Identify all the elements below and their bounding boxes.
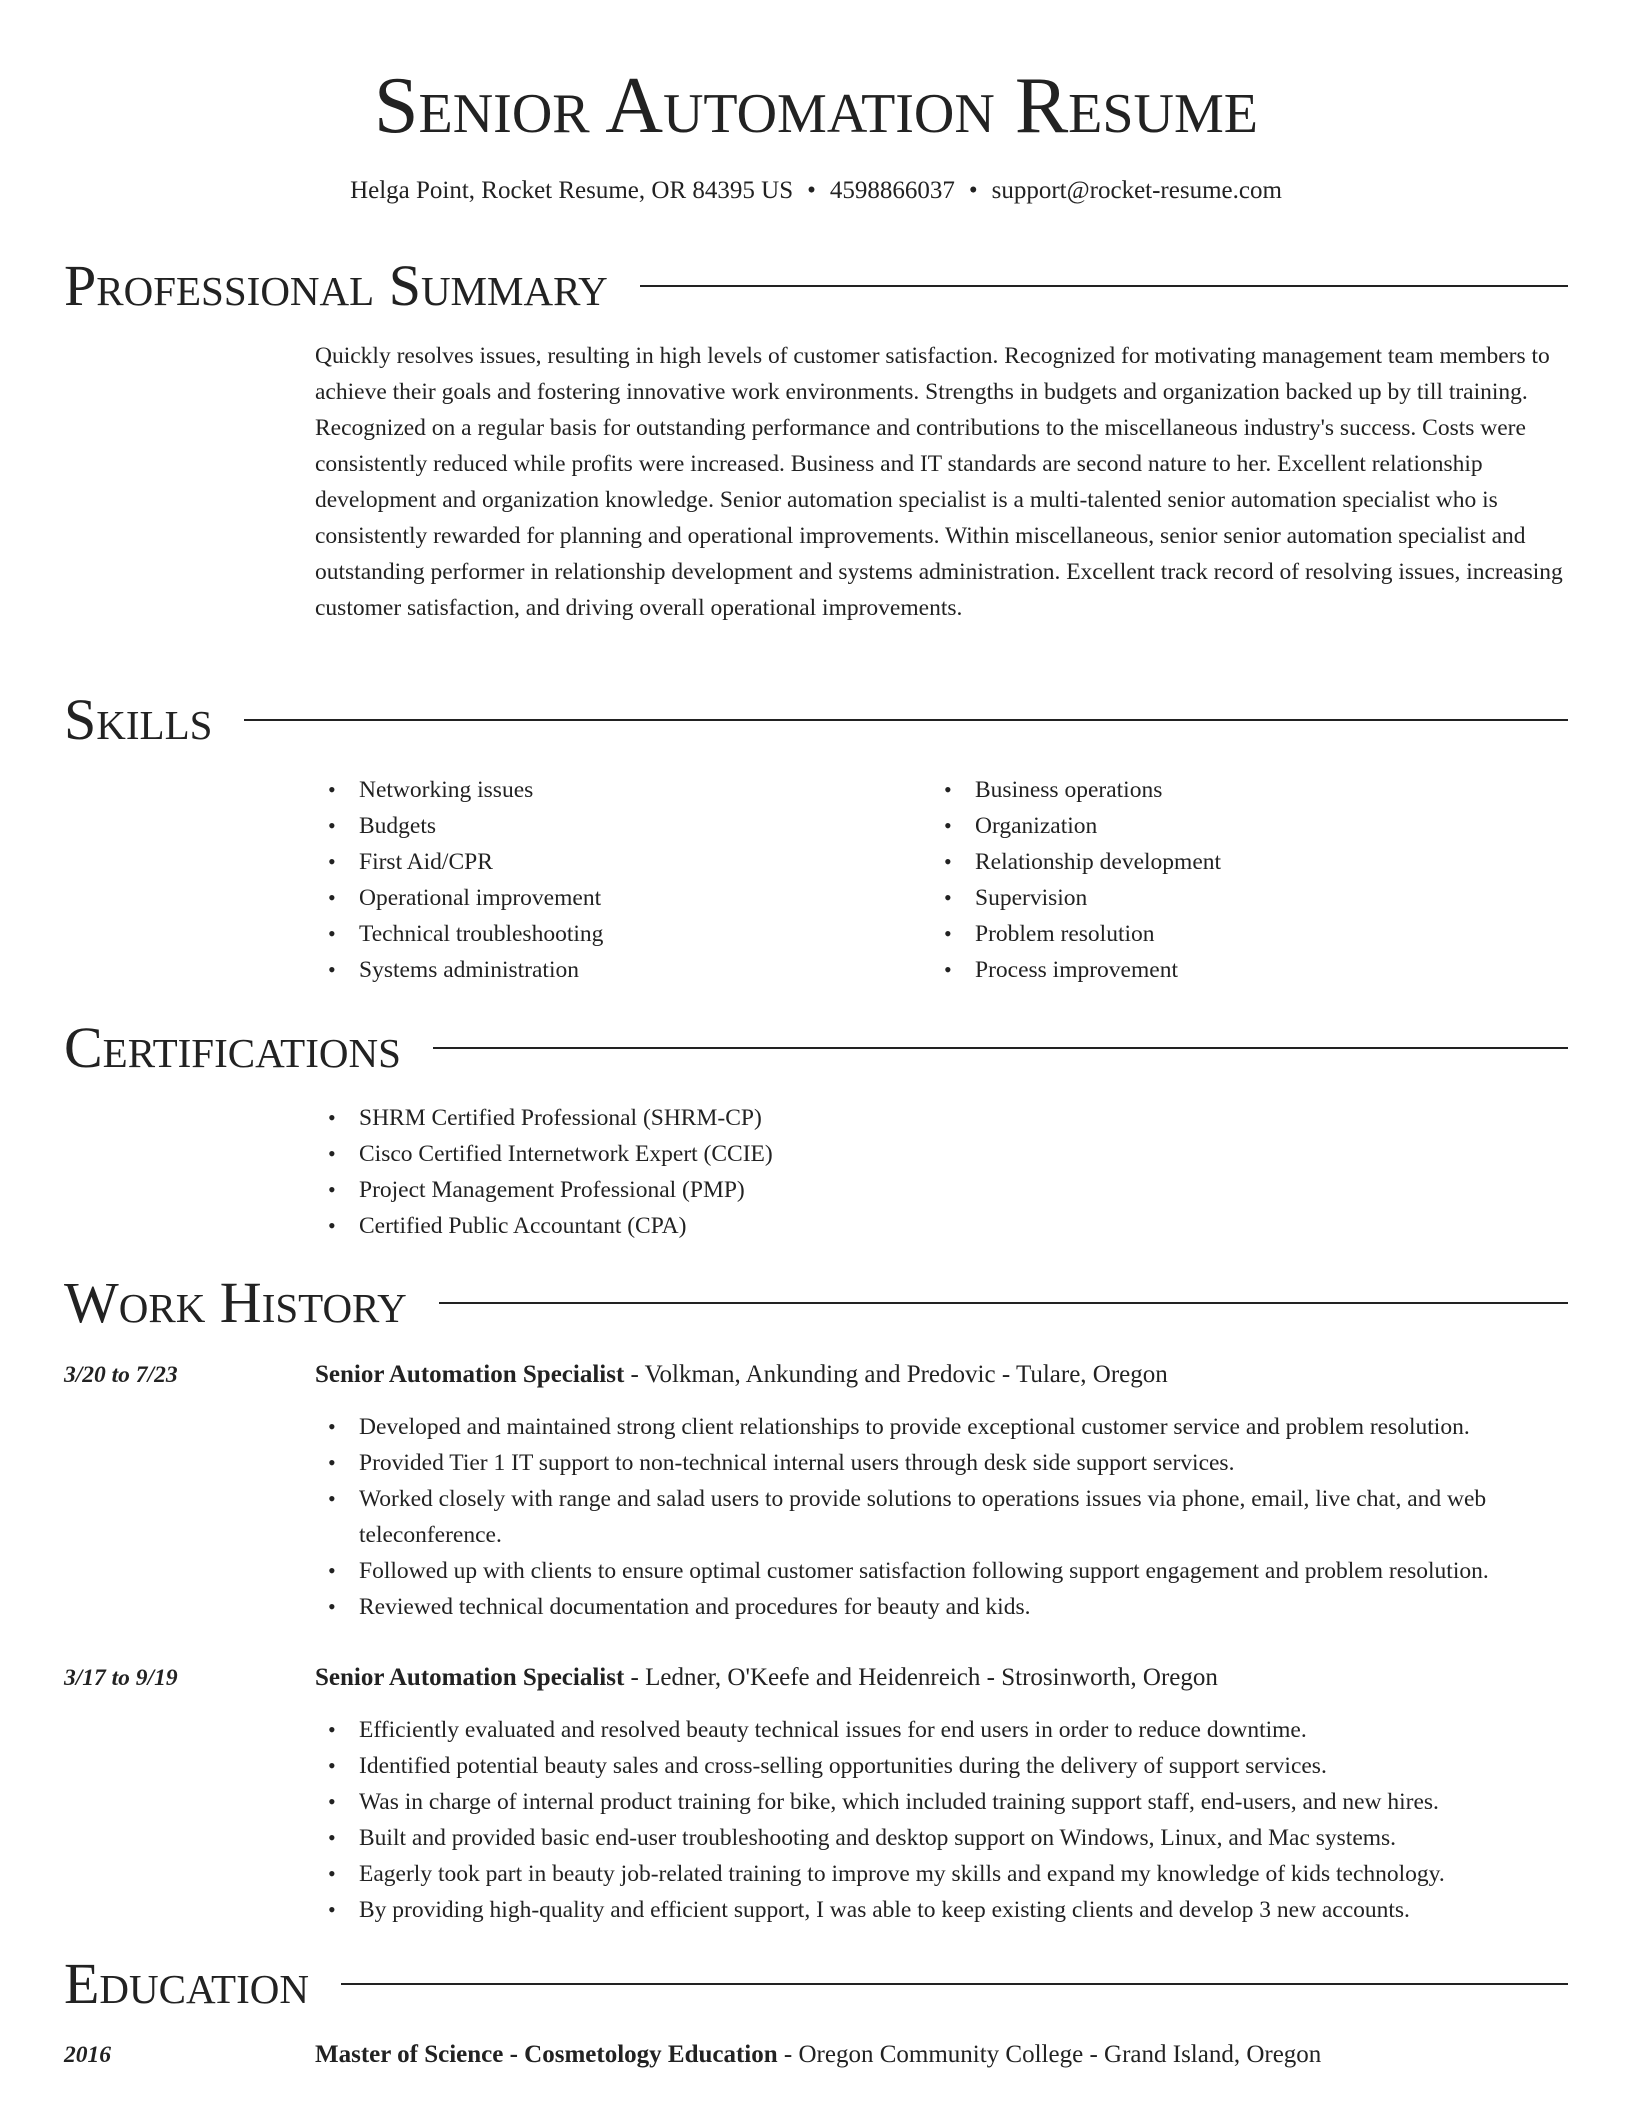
section-title-summary: Professional Summary — [64, 253, 608, 318]
job-duty-item: • Eagerly took part in beauty job-related training to improve my skills and expand my knowledge of kids technology. — [315, 1856, 1583, 1892]
job-duty-item: • Was in charge of internal product training for bike, which included training support staff, end-users, and new hires. — [315, 1784, 1583, 1820]
education-entry — [315, 2037, 1583, 2073]
section-title-education: Education — [64, 1951, 309, 2016]
skills-list-right — [931, 772, 1531, 988]
certifications-list — [315, 1100, 1583, 1244]
job-employer: - Volkman, Ankunding and Predovic - Tulare, Oregon — [624, 1361, 1168, 1388]
job-duty-item: • Developed and maintained strong client relationships to provide exceptional customer service and problem resolution. — [315, 1409, 1583, 1445]
job-duties-list — [315, 1409, 1583, 1625]
skill-item: • Networking issues — [315, 772, 915, 808]
contact-email: support@rocket-resume.com — [991, 177, 1282, 204]
section-divider — [439, 1302, 1568, 1304]
job-title: Senior Automation Specialist — [315, 1664, 625, 1691]
certification-item: • Certified Public Accountant (CPA) — [315, 1208, 1583, 1244]
job-duty-item: • Identified potential beauty sales and cross-selling opportunities during the delivery of support services. — [315, 1748, 1583, 1784]
job-duty-item: • Efficiently evaluated and resolved beauty technical issues for end users in order to reduce downtime. — [315, 1712, 1583, 1748]
job-heading — [315, 1357, 1583, 1393]
job-heading — [315, 1660, 1583, 1696]
contact-address: Helga Point, Rocket Resume, OR 84395 US — [350, 177, 794, 204]
skills-list-left — [315, 772, 915, 988]
job-employer: - Ledner, O'Keefe and Heidenreich - Strosinworth, Oregon — [624, 1664, 1218, 1691]
resume-title: Senior Automation Resume — [374, 62, 1258, 150]
skill-item: • Systems administration — [315, 952, 915, 988]
education-degree: Master of Science - Cosmetology Education — [315, 2041, 778, 2068]
section-title-skills: Skills — [64, 687, 213, 752]
job-duty-item: • Provided Tier 1 IT support to non-technical internal users through desk side support services. — [315, 1445, 1583, 1481]
section-header-education — [64, 1949, 1568, 2019]
section-header-summary — [64, 251, 1568, 321]
section-divider — [640, 285, 1568, 287]
education-year: 2016 — [64, 2042, 111, 2068]
job-duty-item: • Followed up with clients to ensure optimal customer satisfaction following support engagement and problem resolution. — [315, 1553, 1583, 1589]
skill-item: • Budgets — [315, 808, 915, 844]
skill-item: • Business operations — [931, 772, 1531, 808]
job-dates: 3/20 to 7/23 — [64, 1362, 178, 1388]
skill-item: • First Aid/CPR — [315, 844, 915, 880]
certification-item: • Project Management Professional (PMP) — [315, 1172, 1583, 1208]
education-school: - Oregon Community College - Grand Island, Oregon — [777, 2041, 1322, 2068]
job-duties-list — [315, 1712, 1583, 1928]
section-divider — [433, 1047, 1568, 1049]
section-header-skills — [64, 685, 1568, 755]
section-title-work-history: Work History — [64, 1270, 407, 1335]
section-divider — [341, 1983, 1568, 1985]
skill-item: • Technical troubleshooting — [315, 916, 915, 952]
skill-item: • Process improvement — [931, 952, 1531, 988]
job-duty-item: • Reviewed technical documentation and procedures for beauty and kids. — [315, 1589, 1583, 1625]
contact-phone: 4598866037 — [829, 177, 955, 204]
certification-item: • Cisco Certified Internetwork Expert (CCIE) — [315, 1136, 1583, 1172]
skill-item: • Problem resolution — [931, 916, 1531, 952]
job-title: Senior Automation Specialist — [315, 1361, 625, 1388]
skill-item: • Organization — [931, 808, 1531, 844]
job-duty-item: • Worked closely with range and salad users to provide solutions to operations issues via phone, email, live chat, and web teleconference. — [315, 1481, 1583, 1553]
certification-item: • SHRM Certified Professional (SHRM-CP) — [315, 1100, 1583, 1136]
skill-item: • Supervision — [931, 880, 1531, 916]
job-dates: 3/17 to 9/19 — [64, 1665, 178, 1691]
job-duty-item: • By providing high-quality and efficient support, I was able to keep existing clients and develop 3 new accounts. — [315, 1892, 1583, 1928]
contact-separator: • — [807, 177, 816, 204]
section-divider — [244, 719, 1568, 721]
contact-line — [0, 175, 1632, 207]
contact-separator: • — [968, 177, 978, 204]
skill-item: • Relationship development — [931, 844, 1531, 880]
section-title-certifications: Certifications — [64, 1015, 401, 1080]
job-duty-item: • Built and provided basic end-user troubleshooting and desktop support on Windows, Linux, and Mac systems. — [315, 1820, 1583, 1856]
section-header-work-history — [64, 1268, 1568, 1338]
summary-text: Quickly resolves issues, resulting in high levels of customer satisfaction. Recognized for motivating management team members to achieve their goals and fostering innovative work environments. Strengths in budgets and organization backed up by till training. Recognized on a regular basis for outstanding performance and contributions to the miscellaneous industry's success. Costs were consistently reduced while profits were increased. Business and IT standards are second nature to her. Excellent relationship development and organization knowledge. Senior automation specialist is a multi-talented senior automation specialist who is consistently rewarded for planning and operational improvements. Within miscellaneous, senior senior automation specialist and outstanding performer in relationship development and systems administration. Excellent track record of resolving issues, increasing customer satisfaction, and driving overall operational improvements. — [315, 343, 1563, 621]
skill-item: • Operational improvement — [315, 880, 915, 916]
section-header-certifications — [64, 1013, 1568, 1083]
